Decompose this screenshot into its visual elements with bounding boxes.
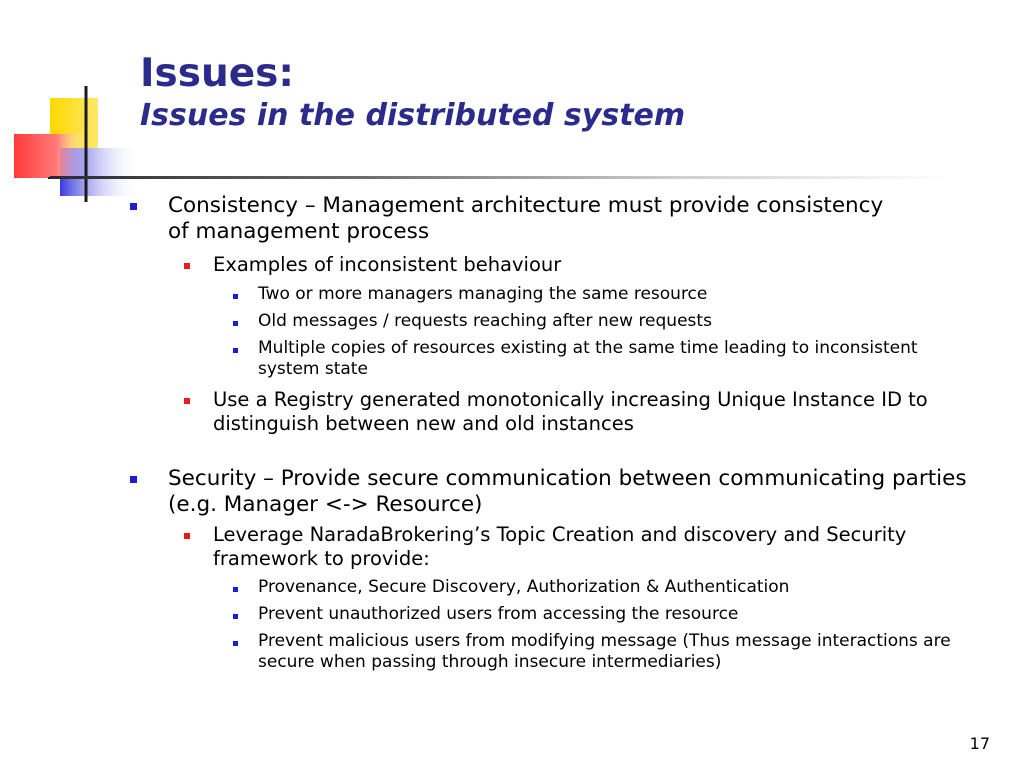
bullet-marker: [233, 641, 238, 646]
bullet-old-messages: Old messages / requests reaching after new requests: [258, 311, 712, 331]
bullet-provenance: Provenance, Secure Discovery, Authorization & Authentication: [258, 577, 790, 597]
bullet-marker: [130, 203, 137, 210]
bullet-security: Security – Provide secure communication between communicating parties (e.g. Manager <-> Resource): [168, 466, 967, 517]
bullet-examples: Examples of inconsistent behaviour: [213, 253, 562, 276]
bullet-marker: [233, 587, 238, 592]
bullet-marker: [233, 348, 238, 353]
bullet-marker: [184, 263, 190, 269]
bullet-marker: [130, 476, 137, 483]
bullet-marker: [233, 294, 238, 299]
bullet-marker: [184, 533, 190, 539]
bullet-prevent-malicious: Prevent malicious users from modifying message (Thus message interactions are secure when passing through insecure intermediaries): [258, 631, 951, 672]
bullet-marker: [233, 321, 238, 326]
bullet-multiple-copies: Multiple copies of resources existing at the same time leading to inconsistent system state: [258, 338, 918, 379]
page-number: 17: [969, 734, 990, 753]
bullet-registry: Use a Registry generated monotonically increasing Unique Instance ID to distinguish between new and old instances: [213, 388, 928, 435]
bullet-prevent-unauthorized: Prevent unauthorized users from accessing the resource: [258, 604, 739, 624]
bullet-marker: [233, 614, 238, 619]
slide-subtitle: Issues in the distributed system: [140, 98, 686, 133]
slide-title: Issues:: [140, 51, 294, 96]
bullet-leverage: Leverage NaradaBrokering’s Topic Creation and discovery and Security framework to provide:: [213, 523, 907, 570]
bullet-consistency: Consistency – Management architecture must provide consistency of management process: [168, 193, 884, 244]
bullet-two-managers: Two or more managers managing the same resource: [258, 284, 708, 304]
bullet-marker: [184, 398, 190, 404]
